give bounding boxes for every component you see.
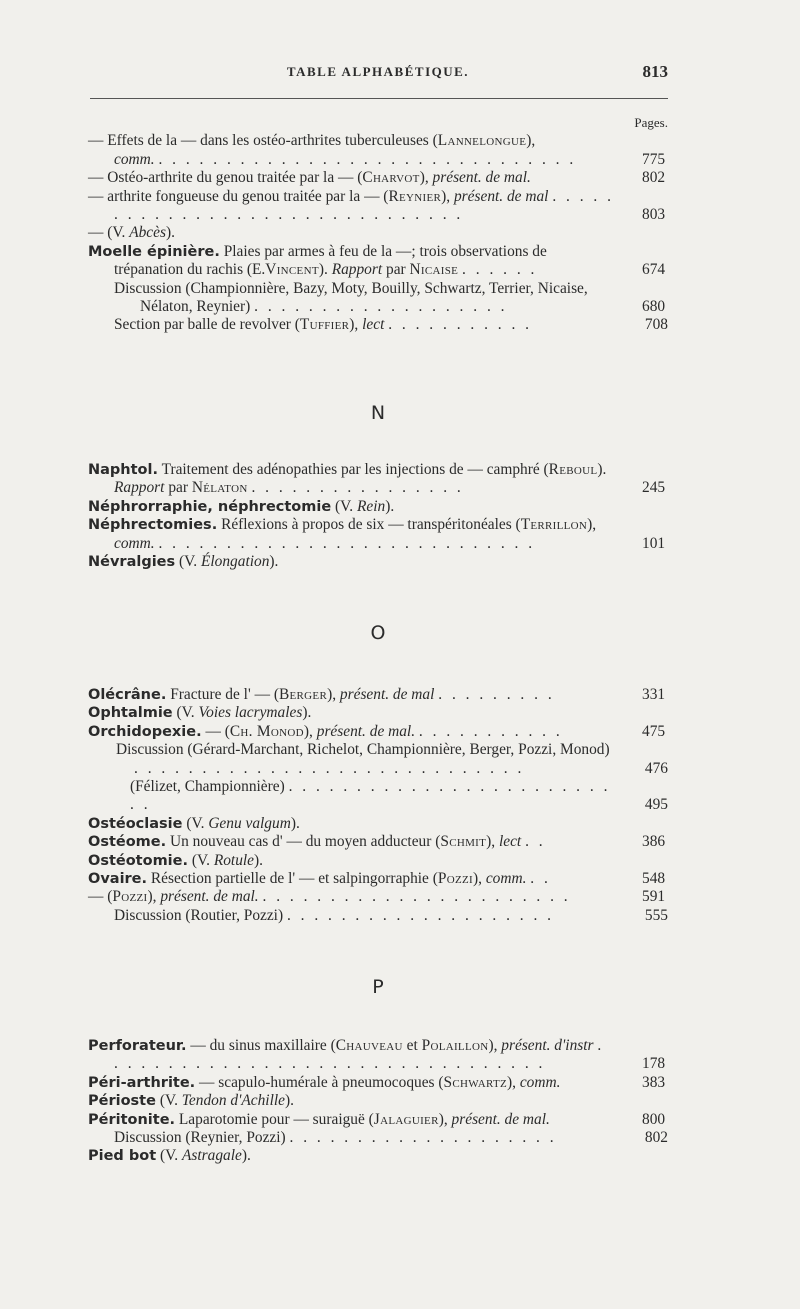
index-entry: — arthrite fongueuse du genou traitée par la — (Reynier), présent. de mal . . . . . . . . . . . . . . . . . . . . . . . . . . . . . . . 803 xyxy=(88,187,666,224)
section-p xyxy=(88,1037,668,1166)
index-entry: Ophtalmie (V. Voies lacrymales). xyxy=(88,704,312,722)
index-entry: Périoste (V. Tendon d'Achille). xyxy=(88,1092,294,1110)
section-o xyxy=(88,686,668,925)
index-entry: Naphtol. Traitement des adénopathies par les injections de — camphré (Reboul). Rapport par Nélaton . . . . . . . . . . . . . . . . 245 xyxy=(88,461,666,497)
index-entry: Discussion (Championnière, Bazy, Moty, Bouilly, Schwartz, Terrier, Nicaise, Nélaton, Reynier) . . . . . . . . . . . . . . . . . . . 680 xyxy=(114,279,666,316)
index-entry: — (Pozzi), présent. de mal. . . . . . . . . . . . . . . . . . . . . . . . 591 xyxy=(88,888,666,906)
page-ref: 476 xyxy=(644,759,668,777)
index-entry: Ovaire. Résection partielle de l' — et salpingorraphie (Pozzi), comm. . . 548 xyxy=(88,870,666,888)
section-n xyxy=(88,461,668,571)
page-ref: 555 xyxy=(644,906,668,924)
index-entry: Discussion (Gérard-Marchant, Richelot, Championnière, Berger, Pozzi, Monod) . . . . . . . . . . . . . . . . . . . . . . . . . . . . . 476 xyxy=(116,741,668,777)
index-entry: Péri-arthrite. — scapulo-humérale à pneumocoques (Schwartz), comm. 383 xyxy=(88,1073,666,1091)
index-entry: (Félizet, Championnière) . . . . . . . . . . . . . . . . . . . . . . . . . . 495 xyxy=(130,778,668,814)
index-entry: Olécrâne. Fracture de l' — (Berger), présent. de mal . . . . . . . . . 331 xyxy=(88,686,666,703)
index-entry: Perforateur. — du sinus maxillaire (Chauveau et Polaillon), présent. d'instr . . . . . . . . . . . . . . . . . . . . . . . . . . . . . . . . . 178 xyxy=(88,1037,666,1073)
index-entry: Pied bot (V. Astragale). xyxy=(88,1147,251,1165)
index-entry: — (V. Abcès). xyxy=(88,224,175,242)
index-entry: — Ostéo-arthrite du genou traitée par la — (Charvot), présent. de mal. 802 xyxy=(88,169,666,187)
section-letter-p: P xyxy=(372,976,384,998)
index-entry: Discussion (Reynier, Pozzi) . . . . . . . . . . . . . . . . . . . . 802 xyxy=(114,1129,668,1147)
page-ref: 495 xyxy=(644,796,668,814)
index-entry: Néphrorraphie, néphrectomie (V. Rein). xyxy=(88,497,395,515)
index-entry: Discussion (Routier, Pozzi) . . . . . . . . . . . . . . . . . . . . 555 xyxy=(114,906,668,924)
index-entry: Ostéoclasie (V. Genu valgum). xyxy=(88,814,300,832)
index-entry: Orchidopexie. — (Ch. Monod), présent. de mal. . . . . . . . . . . . 475 xyxy=(88,722,666,740)
section-m xyxy=(88,114,668,335)
index-entry: — Effets de la — dans les ostéo-arthrites tuberculeuses (Lannelongue), comm. . . . . . . . . . . . . . . . . . . . . . . . . . . . . . . . 775 xyxy=(88,132,666,168)
page-number: 813 xyxy=(642,62,668,81)
running-title: TABLE ALPHABÉTIQUE. xyxy=(286,64,470,79)
index-entry: Ostéome. Un nouveau cas d' — du moyen adducteur (Schmit), lect . . 386 xyxy=(88,833,666,851)
index-entry: Névralgies (V. Élongation). xyxy=(88,553,279,571)
page-ref: 708 xyxy=(644,316,668,334)
header-rule xyxy=(90,98,668,99)
pages-label: Pages. xyxy=(634,115,668,130)
index-entry: Néphrectomies. Réflexions à propos de six — transpéritonéales (Terrillon), comm. . . . . . . . . . . . . . . . . . . . . . . . . . . . . 101 xyxy=(88,516,666,552)
running-head xyxy=(88,64,668,88)
section-letter-n: N xyxy=(370,402,386,424)
index-entry: Ostéotomie. (V. Rotule). xyxy=(88,851,263,869)
index-entry: Péritonite. Laparotomie pour — suraiguë (Jalaguier), présent. de mal. 800 xyxy=(88,1110,666,1128)
page-ref: 802 xyxy=(644,1129,668,1147)
section-letter-o: O xyxy=(370,622,386,644)
index-entry: Moelle épinière. Plaies par armes à feu de la —; trois observations de trépanation du rachis (E.Vincent). Rapport par Nicaise . . . . . . 674 xyxy=(88,242,666,279)
index-entry: Section par balle de revolver (Tuffier), lect . . . . . . . . . . . 708 xyxy=(114,316,668,334)
